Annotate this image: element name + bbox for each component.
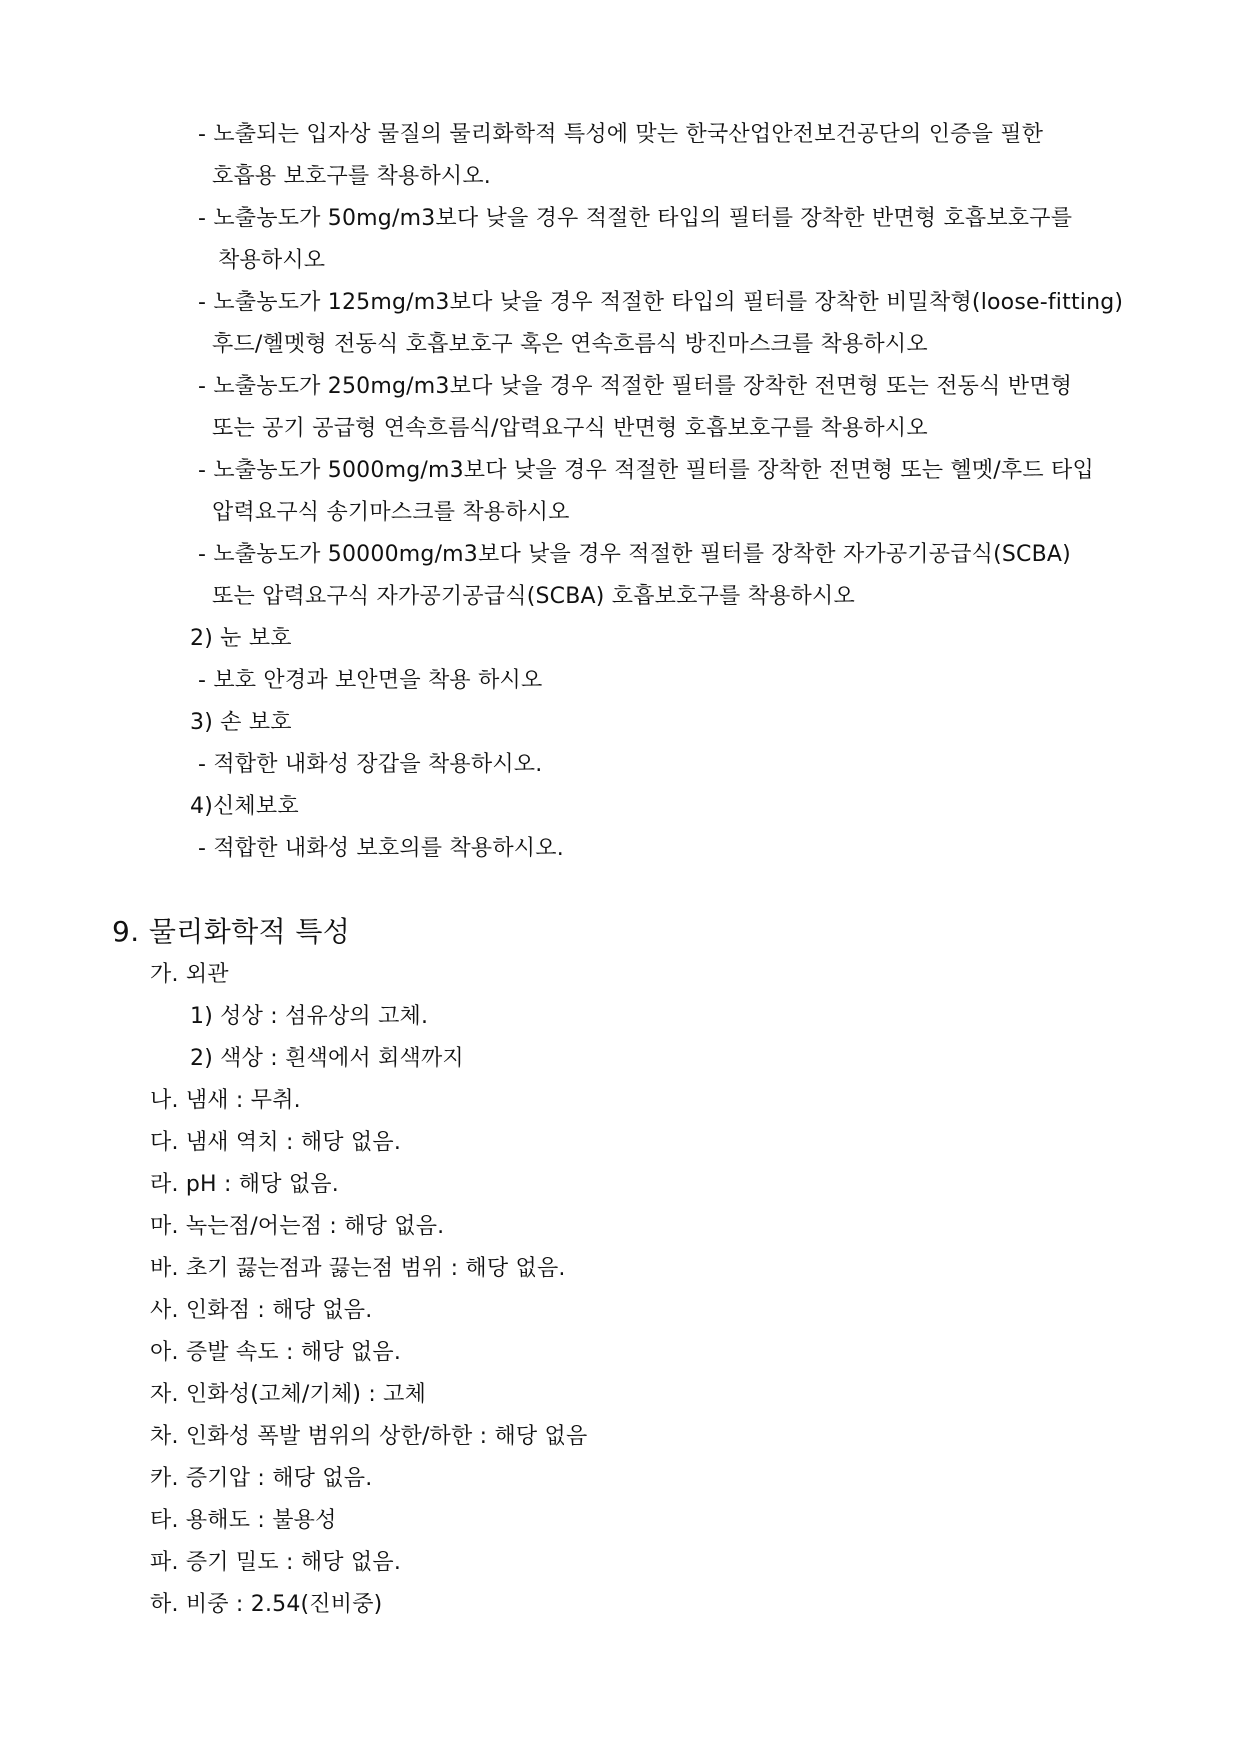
eye-protection-title: 2) 눈 보호 [190,626,292,651]
resp-item-2-line2: 착용하시오 [218,248,326,273]
resp-item-3-line2: 후드/헬멧형 전동식 호흡보호구 혹은 연속흐름식 방진마스크를 착용하시오 [212,332,928,357]
resp-item-2-line1: - 노출농도가 50mg/m3보다 낮을 경우 적절한 타입의 필터를 장착한 반면형 호흡보호구를 [198,206,1073,231]
prop-odor-threshold: 다. 냄새 역치 : 해당 없음. [150,1130,402,1155]
prop-specific-gravity: 하. 비중 : 2.54(진비중) [150,1592,383,1617]
prop-melting-point: 마. 녹는점/어는점 : 해당 없음. [150,1214,445,1239]
appearance-color: 2) 색상 : 흰색에서 회색까지 [190,1046,464,1071]
prop-boiling-point: 바. 초기 끓는점과 끓는점 범위 : 해당 없음. [150,1256,566,1281]
resp-item-4-line1: - 노출농도가 250mg/m3보다 낮을 경우 적절한 필터를 장착한 전면형 또는 전동식 반면형 [198,374,1073,399]
appearance-title: 가. 외관 [150,962,229,987]
resp-item-3-line1: - 노출농도가 125mg/m3보다 낮을 경우 적절한 타입의 필터를 장착한 비밀착형(loose-fitting) [198,290,1124,315]
resp-item-6-line2: 또는 압력요구식 자가공기공급식(SCBA) 호흡보호구를 착용하시오 [212,584,855,609]
resp-item-1-line1: - 노출되는 입자상 물질의 물리화학적 특성에 맞는 한국산업안전보건공단의 인증을 필한 [198,122,1044,147]
appearance-form: 1) 성상 : 섬유상의 고체. [190,1004,429,1029]
prop-ph: 라. pH : 해당 없음. [150,1172,339,1197]
resp-item-4-line2: 또는 공기 공급형 연속흐름식/압력요구식 반면형 호흡보호구를 착용하시오 [212,416,928,441]
prop-flammability: 자. 인화성(고체/기체) : 고체 [150,1382,427,1407]
prop-vapor-pressure: 카. 증기압 : 해당 없음. [150,1466,373,1491]
hand-protection-title: 3) 손 보호 [190,710,292,735]
resp-item-5-line2: 압력요구식 송기마스크를 착용하시오 [212,500,570,525]
section-9-heading: 9. 물리화학적 특성 [112,915,351,948]
body-protection-title: 4)신체보호 [190,794,299,819]
prop-flash-point: 사. 인화점 : 해당 없음. [150,1298,373,1323]
hand-protection-text: - 적합한 내화성 장갑을 착용하시오. [198,752,543,777]
prop-evaporation-rate: 아. 증발 속도 : 해당 없음. [150,1340,402,1365]
body-protection-text: - 적합한 내화성 보호의를 착용하시오. [198,836,564,861]
prop-explosive-limits: 차. 인화성 폭발 범위의 상한/하한 : 해당 없음 [150,1424,588,1449]
resp-item-1-line2: 호흡용 보호구를 착용하시오. [212,164,492,189]
resp-item-6-line1: - 노출농도가 50000mg/m3보다 낮을 경우 적절한 필터를 장착한 자가공기공급식(SCBA) [198,542,1071,567]
prop-solubility: 타. 용해도 : 불용성 [150,1508,337,1533]
prop-odor: 나. 냄새 : 무취. [150,1088,301,1113]
eye-protection-text: - 보호 안경과 보안면을 착용 하시오 [198,668,543,693]
prop-vapor-density: 파. 증기 밀도 : 해당 없음. [150,1550,402,1575]
resp-item-5-line1: - 노출농도가 5000mg/m3보다 낮을 경우 적절한 필터를 장착한 전면형 또는 헬멧/후드 타입 [198,458,1094,483]
